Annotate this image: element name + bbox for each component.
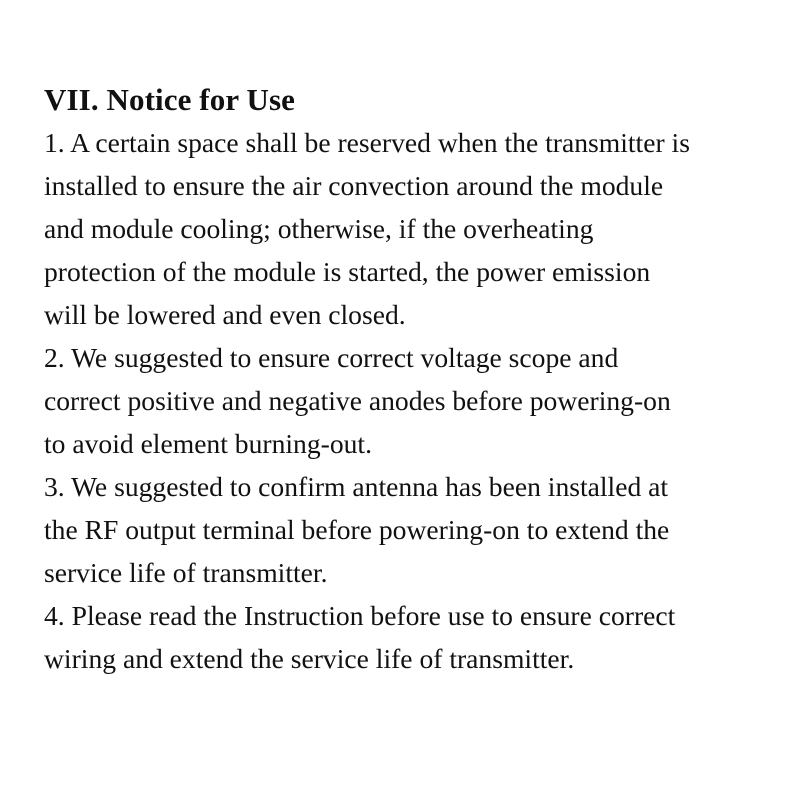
notice-line: 4. Please read the Instruction before use to ensure correct [44,600,676,631]
notice-document [44,78,774,680]
notice-line: 2. We suggested to ensure correct voltage scope and [44,342,619,373]
section-title: VII. Notice for Use [44,82,295,117]
notice-list [44,121,774,680]
notice-line: service life of transmitter. [44,557,328,588]
notice-item-4 [44,594,774,680]
notice-line: installed to ensure the air convection around the module [44,170,664,201]
notice-line: will be lowered and even closed. [44,299,406,330]
notice-line: protection of the module is started, the power emission [44,256,651,287]
notice-item-3 [44,465,774,594]
notice-item-1 [44,121,774,336]
notice-line: correct positive and negative anodes before powering-on [44,385,671,416]
notice-line: and module cooling; otherwise, if the overheating [44,213,594,244]
notice-line: the RF output terminal before powering-on to extend the [44,514,670,545]
notice-line: wiring and extend the service life of transmitter. [44,643,575,674]
notice-line: 3. We suggested to confirm antenna has been installed at [44,471,669,502]
notice-line: 1. A certain space shall be reserved when the transmitter is [44,127,690,158]
notice-line: to avoid element burning-out. [44,428,372,459]
notice-item-2 [44,336,774,465]
